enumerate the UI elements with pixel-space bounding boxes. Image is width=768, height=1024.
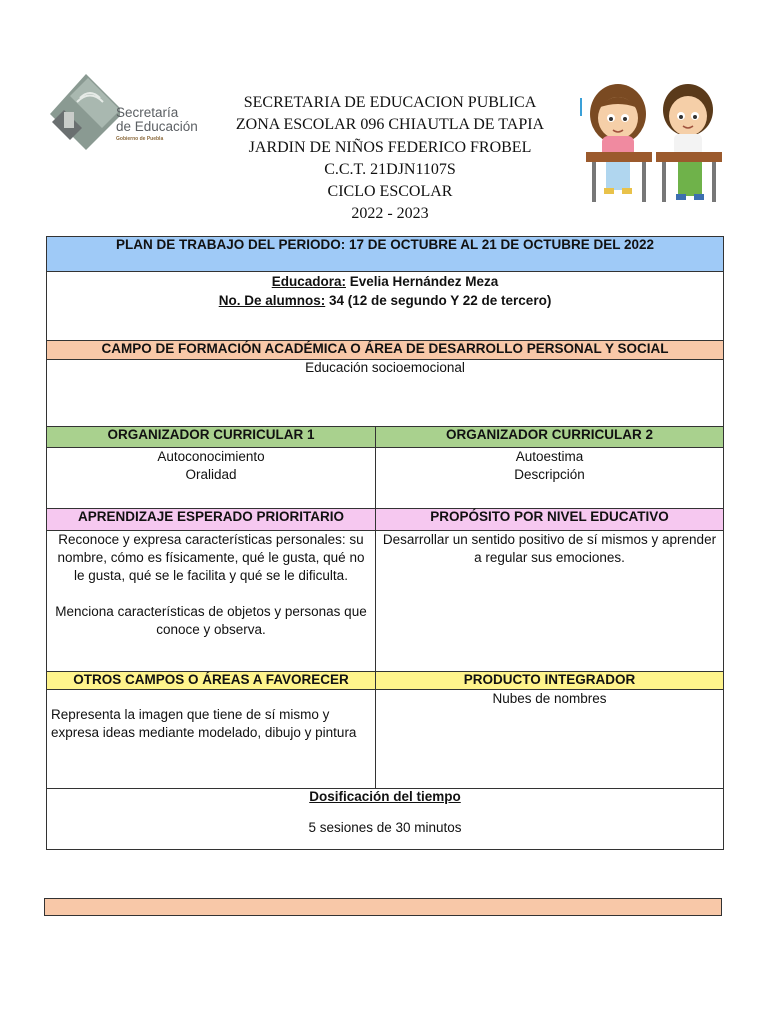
- dosificacion-title: Dosificación del tiempo: [309, 789, 461, 804]
- logo-text: [116, 106, 198, 143]
- header-line-3: JARDIN DE NIÑOS FEDERICO FROBEL: [248, 138, 532, 156]
- educadora-cell: [47, 272, 724, 341]
- proposito-value: Desarrollar un sentido positivo de sí mismos y aprender a regular sus emociones.: [376, 531, 724, 672]
- educadora-value: Evelia Hernández Meza: [345, 274, 499, 289]
- campo-header: CAMPO DE FORMACIÓN ACADÉMICA O ÁREA DE DESARROLLO PERSONAL Y SOCIAL: [47, 341, 724, 360]
- document-header: [200, 92, 580, 226]
- header-line-4: C.C.T. 21DJN1107S: [324, 160, 456, 178]
- organizador-1-value: Autoconocimiento: [157, 449, 265, 464]
- alumnos-line: [51, 291, 719, 310]
- organizador-2-values: [376, 448, 724, 509]
- plan-title: PLAN DE TRABAJO DEL PERIODO: 17 DE OCTUBRE AL 21 DE OCTUBRE DEL 2022: [47, 237, 724, 272]
- educadora-label: Educadora:: [271, 274, 346, 289]
- footer-bar: [44, 898, 722, 916]
- logo-line-1: Secretaría: [116, 105, 179, 120]
- campo-value: Educación socioemocional: [47, 360, 724, 427]
- dosificacion-value: 5 sesiones de 30 minutos: [308, 820, 462, 835]
- producto-value: Nubes de nombres: [376, 690, 724, 789]
- otros-campos-value: Representa la imagen que tiene de sí mismo y expresa ideas mediante modelado, dibujo y pintura: [47, 690, 376, 789]
- aprendizaje-paragraph-1: Reconoce y expresa características personales: su nombre, cómo es físicamente, qué le gusta, qué no le gusta, qué se le facilita y qué se le dificulta.: [57, 532, 365, 583]
- aprendizaje-cell: [47, 531, 376, 672]
- logo-line-2: de Educación: [116, 119, 198, 135]
- work-plan-table: [46, 236, 724, 850]
- proposito-header: PROPÓSITO POR NIVEL EDUCATIVO: [376, 509, 724, 531]
- aprendizaje-header: APRENDIZAJE ESPERADO PRIORITARIO: [47, 509, 376, 531]
- header-line-1: SECRETARIA DE EDUCACION PUBLICA: [243, 94, 537, 111]
- header-line-5: CICLO ESCOLAR: [327, 183, 453, 201]
- header-line-2: ZONA ESCOLAR 096 CHIAUTLA DE TAPIA: [235, 116, 545, 134]
- otros-campos-header: OTROS CAMPOS O ÁREAS A FAVORECER: [47, 672, 376, 690]
- secretaria-educacion-logo: [50, 72, 200, 156]
- educadora-line: [51, 272, 719, 291]
- alumnos-value: 34 (12 de segundo Y 22 de tercero): [325, 293, 552, 308]
- aprendizaje-paragraph-2: Menciona características de objetos y personas que conoce y observa.: [55, 604, 367, 637]
- logo-emblem-icon: [50, 72, 120, 156]
- dosificacion-cell: [47, 789, 724, 850]
- organizador-2-header: ORGANIZADOR CURRICULAR 2: [376, 427, 724, 448]
- organizador-1-value: Oralidad: [185, 467, 237, 482]
- logo-line-3: Gobierno de Puebla: [116, 136, 164, 143]
- organizador-1-header: ORGANIZADOR CURRICULAR 1: [47, 427, 376, 448]
- header-line-6: 2022 - 2023: [351, 205, 429, 223]
- producto-header: PRODUCTO INTEGRADOR: [376, 672, 724, 690]
- organizador-2-value: Autoestima: [515, 449, 584, 464]
- organizador-1-values: [47, 448, 376, 509]
- alumnos-label: No. De alumnos:: [218, 293, 326, 308]
- organizador-2-value: Descripción: [514, 467, 585, 482]
- children-at-desks-illustration: [578, 78, 730, 210]
